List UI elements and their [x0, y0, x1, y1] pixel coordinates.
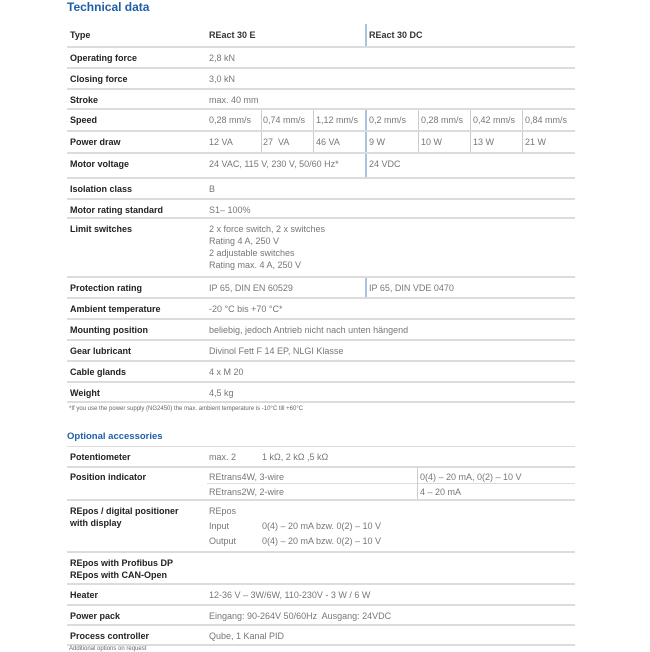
value: IP 65, DIN VDE 0470: [369, 283, 454, 293]
value: max. 2: [209, 452, 237, 462]
value: 4 – 20 mA: [420, 487, 462, 497]
label: with display: [70, 518, 122, 528]
row-position-indicator: [67, 467, 575, 501]
label: Motor voltage: [70, 159, 130, 169]
value: 0,28 mm/s: [209, 115, 252, 125]
value: Rating 4 A, 250 V: [209, 236, 280, 246]
divider: [417, 467, 418, 499]
value: 2 adjustable switches: [209, 248, 295, 258]
value: 0(4) – 20 mA bzw. 0(2) – 10 V: [262, 536, 382, 546]
value: 0,42 mm/s: [473, 115, 516, 125]
label: REpos with CAN-Open: [70, 570, 167, 580]
label: Gear lubricant: [70, 346, 132, 356]
value: 2 x force switch, 2 x switches: [209, 224, 326, 234]
value: -20 °C bis +70 °C*: [209, 304, 283, 314]
label: Heater: [70, 590, 99, 600]
value: 27 VA: [263, 137, 290, 147]
label: Cable glands: [70, 367, 127, 377]
value: Rating max. 4 A, 250 V: [209, 260, 302, 270]
row-ambient-temperature: [67, 299, 575, 320]
label: Power draw: [70, 137, 121, 147]
divider: [365, 278, 367, 297]
divider: [418, 110, 419, 130]
value: 0,84 mm/s: [525, 115, 568, 125]
value: REtrans2W, 2-wire: [209, 487, 285, 497]
label: Protection rating: [70, 283, 143, 293]
value: 3,0 kN: [209, 74, 236, 84]
value: 0,28 mm/s: [421, 115, 464, 125]
divider: [522, 110, 523, 130]
value: 24 VAC, 115 V, 230 V, 50/60 Hz*: [209, 159, 339, 169]
value: 0,2 mm/s: [369, 115, 407, 125]
divider: [418, 132, 419, 152]
value: Output: [209, 536, 237, 546]
row-isolation-class: [67, 179, 575, 200]
value: 4 x M 20: [209, 367, 244, 377]
row-motor-rating: [67, 200, 575, 219]
divider: [313, 132, 314, 152]
value: S1– 100%: [209, 205, 251, 215]
value: 9 W: [369, 137, 386, 147]
divider: [522, 132, 523, 152]
label: Type: [70, 30, 91, 40]
value: 24 VDC: [369, 159, 401, 169]
type-e: REact 30 E: [209, 30, 256, 40]
label: Power pack: [70, 611, 121, 621]
value: Input: [209, 521, 230, 531]
row-power-pack: [67, 606, 575, 626]
value: 2,8 kN: [209, 53, 236, 63]
divider: [470, 132, 471, 152]
row-speed: [67, 110, 575, 132]
row-mounting-position: [67, 320, 575, 341]
row-gear-lubricant: [67, 341, 575, 362]
value: Eingang: 90-264V 50/60Hz Ausgang: 24VDC: [209, 611, 392, 621]
label: Ambient temperature: [70, 304, 161, 314]
value: 0,74 mm/s: [263, 115, 306, 125]
value: 0(4) – 20 mA bzw. 0(2) – 10 V: [262, 521, 382, 531]
label: Isolation class: [70, 184, 133, 194]
row-cable-glands: [67, 362, 575, 383]
row-weight: [67, 383, 575, 403]
row-protection-rating: [67, 278, 575, 299]
value: REtrans4W, 3-wire: [209, 472, 285, 482]
row-type: [67, 24, 575, 48]
value: REpos: [209, 506, 237, 516]
optional-accessories-heading: Optional accessories: [67, 431, 163, 442]
row-stroke: [67, 90, 575, 110]
row-process-controller: [67, 626, 575, 646]
value: beliebig, jedoch Antrieb nicht nach unten hängend: [209, 325, 409, 335]
label: Weight: [70, 388, 100, 398]
value: 46 VA: [316, 137, 340, 147]
label: Stroke: [70, 95, 99, 105]
label: REpos / digital positioner: [70, 506, 179, 516]
value: 12-36 V – 3W/6W, 110-230V - 3 W / 6 W: [209, 590, 371, 600]
value: 21 W: [525, 137, 547, 147]
divider: [365, 132, 367, 152]
bottom-note: Additional options on request: [69, 646, 147, 652]
row-operating-force: [67, 48, 575, 69]
page-title: Technical data: [67, 0, 150, 14]
label: Speed: [70, 115, 98, 125]
divider: [365, 110, 367, 130]
row-repos-bus: [67, 553, 575, 585]
row-closing-force: [67, 69, 575, 90]
divider: [365, 154, 367, 177]
value: Divinol Fett F 14 EP, NLGI Klasse: [209, 346, 344, 356]
value: 4,5 kg: [209, 388, 234, 398]
label: Mounting position: [70, 325, 148, 335]
label: Closing force: [70, 74, 128, 84]
row-potentiometer: [67, 446, 575, 468]
label: Potentiometer: [70, 452, 131, 462]
value: 1,12 mm/s: [316, 115, 359, 125]
label: Process controller: [70, 631, 150, 641]
label: Limit switches: [70, 224, 133, 234]
value: 0(4) – 20 mA, 0(2) – 10 V: [420, 472, 522, 482]
value: B: [209, 184, 216, 194]
row-repos: [67, 501, 575, 553]
row-power-draw: [67, 132, 575, 154]
label: REpos with Profibus DP: [70, 558, 174, 568]
row-heater: [67, 585, 575, 606]
value: max. 40 mm: [209, 95, 259, 105]
value: 13 W: [473, 137, 495, 147]
row-limit-switches: [67, 219, 575, 278]
divider: [207, 483, 575, 484]
divider: [261, 132, 262, 152]
value: 12 VA: [209, 137, 233, 147]
type-dc: REact 30 DC: [369, 30, 423, 40]
divider: [261, 110, 262, 130]
divider: [365, 24, 367, 46]
divider: [470, 110, 471, 130]
footnote: *If you use the power supply (NG2450) the max. ambient temperature is -10°C till +60°C: [69, 406, 304, 412]
value: 10 W: [421, 137, 443, 147]
value: IP 65, DIN EN 60529: [209, 283, 293, 293]
divider: [313, 110, 314, 130]
label: Operating force: [70, 53, 138, 63]
label: Position indicator: [70, 472, 147, 482]
value: 1 kΩ, 2 kΩ ,5 kΩ: [262, 452, 329, 462]
label: Motor rating standard: [70, 205, 164, 215]
value: Qube, 1 Kanal PID: [209, 631, 285, 641]
row-motor-voltage: [67, 154, 575, 179]
